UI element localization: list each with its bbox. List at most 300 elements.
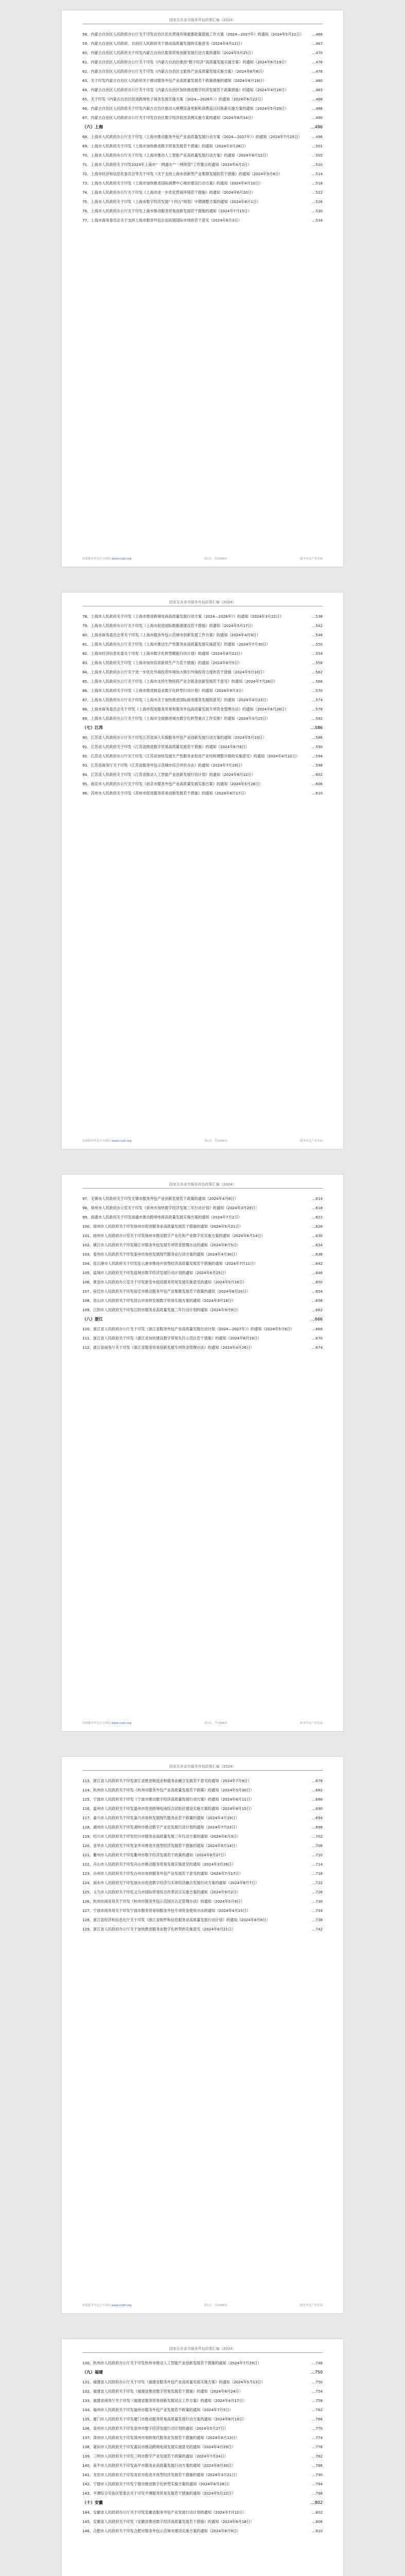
toc-page-number: …786 — [312, 2463, 323, 2468]
toc-page-number: …630 — [312, 1233, 323, 1238]
toc-entry-text: 86、上海市人民政府关于印发《上海市推进制造业数字化转型行动计划》的通知（2024年9月3日） — [82, 688, 245, 693]
toc-entry-text: 82、上海市经济信息化委关于印发《上海市数字化转型赋能行动计划》的通知（2024年8月22日） — [82, 651, 244, 656]
toc-page-number: …710 — [312, 1853, 323, 1857]
toc-entry-text: 81、上海市人民政府办公厅关于印发《上海市推动生产性服务业高质量发展实施意见》的通知（2024年7月30日） — [82, 642, 270, 647]
toc-entry-text: 79、上海市人民政府办公厅关于印发《上海市促进国际数据港建设若干措施》的通知（2024年5月17日） — [82, 623, 255, 628]
toc-page-number: …778 — [312, 2445, 323, 2449]
toc-page-number: …714 — [312, 1862, 323, 1867]
toc-entry[interactable] — [82, 96, 323, 103]
toc-entry[interactable] — [82, 1796, 323, 1803]
toc-page-number: …478 — [312, 69, 323, 74]
toc-entry[interactable] — [82, 669, 323, 675]
toc-entry-text: （八）浙江 — [82, 1317, 103, 1321]
toc-entry[interactable] — [82, 1297, 323, 1304]
toc-entry-text: 68、上海市人民政府办公厅关于印发《上海市推动服务外包产业高质量发展行动方案（2024—2027年）》的通知（2024年7月25日） — [82, 134, 302, 139]
toc-entry[interactable] — [82, 1777, 323, 1784]
toc-page-number: …598 — [312, 763, 323, 768]
toc-entries — [82, 613, 323, 799]
toc-entry-text: 62、内蒙古自治区人民政府办公厅关于印发《内蒙古自治区文旅体产业高质量发展实施方案》（2024年8月6日） — [82, 69, 266, 74]
toc-page-number: …730 — [312, 1899, 323, 1904]
toc-entry[interactable] — [82, 189, 323, 196]
toc-entry[interactable] — [82, 790, 323, 796]
toc-entry[interactable] — [82, 613, 323, 620]
toc-entry-text: 120、金华市人民政府关于印发金华市推进开放型经济发展若干措施的通知（2024年5月14日） — [82, 1843, 239, 1848]
toc-entry-text: 93、江苏省商务厅关于印发《江苏省服务外包示范城市综合评价办法》的通知（2024年7月19日） — [82, 763, 244, 768]
toc-page-number: …526 — [312, 199, 323, 204]
toc-page-number: …546 — [312, 633, 323, 637]
toc-entry[interactable] — [82, 1223, 323, 1230]
toc-entry-text: 114、杭州市人民政府关于印发《杭州市服务外包产业高质量发展若干政策》的通知（2024年5月30日） — [82, 1788, 254, 1792]
toc-entry[interactable] — [82, 2434, 323, 2441]
toc-page-number: …794 — [312, 2482, 323, 2486]
toc-entry-text: 92、江苏省人民政府办公厅关于印发《江苏省加快发展生产性服务业促进产业结构调整升级的实施意见》的通知（2024年4月22日） — [82, 754, 300, 758]
toc-entry-text: 83、上海市人民政府关于印发《上海市加快培育新质生产力若干措施》的通知（2024年6月5日） — [82, 660, 242, 665]
toc-entry[interactable] — [82, 180, 323, 187]
toc-entry[interactable] — [82, 743, 323, 750]
toc-section-heading — [82, 724, 323, 732]
toc-page-number: …722 — [312, 1880, 323, 1885]
toc-entry[interactable] — [82, 1260, 323, 1267]
toc-page-number: …466 — [312, 32, 323, 37]
toc-entry-text: 107、宿迁市人民政府关于印发宿迁市推动服务外包产业集聚发展若干政策的通知（2024年8月20日） — [82, 1289, 251, 1294]
toc-page-number: …666 — [312, 1327, 323, 1331]
footer-center: 第1页，共1098页 — [204, 1722, 227, 1725]
toc-entry-text: 99、南通市人民政府关于印发南通市推动跨境电商高质量发展实施方案的通知（2024年7月2日） — [82, 1215, 242, 1219]
toc-entry-text: （十）安徽 — [82, 2500, 103, 2505]
toc-page-number: …582 — [312, 716, 323, 721]
toc-page-number: …542 — [312, 623, 323, 628]
footer-link[interactable]: www.ccpit.org — [111, 2304, 132, 2307]
toc-entry[interactable] — [82, 59, 323, 65]
toc-page-number: …554 — [312, 651, 323, 656]
toc-entry-text: 70、上海市人民政府办公厅关于印发《上海市推动人工智能产业高质量发展行动方案》的通知（2024年6月12日） — [82, 153, 270, 158]
toc-page-number: …750 — [310, 2370, 323, 2375]
toc-page-number: …742 — [312, 1927, 323, 1931]
toc-page-number: …634 — [312, 1243, 323, 1247]
toc-entry-text: 65、关于印发《内蒙古自治区促进跨境电子商务发展实施方案（2024—2026年）》的通知（2024年6月22日） — [82, 97, 265, 101]
toc-entry[interactable] — [82, 2453, 323, 2460]
toc-entry-text: 72、上海市经济和信息化委员会等关于印发《关于支持上海市创新型产业集群发展的若干措施》的通知（2024年5月8日） — [82, 172, 283, 176]
toc-page-number: …490 — [312, 115, 323, 120]
toc-page-number: …694 — [312, 1816, 323, 1820]
toc-entries — [82, 31, 323, 226]
toc-page-number: …762 — [312, 2408, 323, 2412]
toc-entry[interactable] — [82, 161, 323, 168]
toc-entry[interactable] — [82, 1805, 323, 1812]
toc-page-number: …718 — [312, 1871, 323, 1876]
toc-entry[interactable] — [82, 2406, 323, 2413]
toc-page-number: …486 — [312, 97, 323, 101]
footer-link[interactable]: www.ccpit.org — [111, 557, 132, 561]
toc-entry-text: 132、福建省人民政府关于印发《福建省推进数字贸易发展若干措施》的通知（2024年6月24日） — [82, 2389, 243, 2394]
toc-entries — [82, 1777, 323, 1935]
page-header: 国家及各省市服务外包政策汇编（2024） — [169, 18, 236, 22]
toc-page-number: …488 — [312, 106, 323, 111]
toc-entry-text: 73、上海市人民政府关于印发《上海市加快推进国际消费中心城市建设行动方案》的通知（2024年4月10日） — [82, 181, 263, 185]
toc-entry-text: 60、内蒙古自治区人民政府关于印发内蒙古自治区服务贸易创新发展行动方案的通知（2024年5月25日） — [82, 50, 255, 55]
toc-entry-text: 146、合肥市人民政府关于印发合肥市服务外包示范城市建设实施方案的通知（2024年8月9日） — [82, 2529, 241, 2533]
footer-center: 第1页，共1098页 — [204, 2304, 227, 2307]
toc-entry[interactable] — [82, 2397, 323, 2404]
toc-page-number: …770 — [312, 2426, 323, 2431]
toc-entry[interactable] — [82, 2528, 323, 2534]
toc-entry[interactable] — [82, 1815, 323, 1821]
toc-entry-text: 117、嘉兴市人民政府关于印发嘉兴市加快发展现代服务业若干政策的通知（2024年4月19日） — [82, 1816, 239, 1820]
toc-entry-text: 91、江苏省人民政府关于印发《江苏省推进数字贸易高质量发展若干措施》的通知（2024年6月6日） — [82, 744, 250, 749]
toc-entry-text: 128、浙江省经济和信息化厅关于印发《浙江省软件和信息服务业高质量发展行动计划》的通知（2024年8月8日） — [82, 1918, 270, 1922]
toc-page-number: …574 — [312, 698, 323, 702]
toc-page-number: …698 — [312, 1825, 323, 1829]
toc-page-number: …726 — [312, 1890, 323, 1894]
toc-page-number: …618 — [312, 1206, 323, 1210]
toc-page-number: …496 — [312, 134, 323, 139]
footer-left: 国家服务外包官方网站 www.ccpit.org — [82, 2304, 132, 2307]
toc-page-number: …802 — [310, 2500, 323, 2505]
toc-entry[interactable] — [82, 715, 323, 722]
toc-page-number: …758 — [312, 2398, 323, 2403]
toc-page-number: …798 — [312, 2491, 323, 2496]
toc-entry-text: 111、浙江省人民政府关于印发《浙江省加快建设数字贸易先行示范区若干措施》的通知（2024年6月19日） — [82, 1336, 261, 1341]
toc-entry[interactable] — [82, 2444, 323, 2450]
toc-entry[interactable] — [82, 1907, 323, 1914]
toc-page-number: …505 — [312, 153, 323, 158]
toc-entry-text: 145、安徽省人民政府关于印发《安徽省推进数字经济高质量发展若干措施》的通知（2024年6月18日） — [82, 2519, 254, 2524]
toc-page-number: …534 — [312, 218, 323, 223]
toc-page-number: …670 — [312, 1336, 323, 1341]
toc-entry-text: 61、内蒙古自治区人民政府办公厅关于印发《内蒙古自治区推进“数字经济”高质量发展实施方案》的通知（2024年6月19日） — [82, 60, 289, 64]
toc-page-number: …522 — [312, 190, 323, 195]
toc-entry[interactable] — [82, 114, 323, 121]
toc-entry[interactable] — [82, 1861, 323, 1868]
toc-entry-text: 59、内蒙古自治区人民政府、自治区人民政府关于推动高质量发展的实施意见（2024年4月12日） — [82, 41, 244, 46]
toc-entry[interactable] — [82, 2471, 323, 2478]
toc-page-number: …514 — [312, 172, 323, 176]
toc-entry-text: 84、上海市人民政府办公厅关于进一步优化外商投资环境加大吸引外商投资力度的若干措施（2024年5月10日） — [82, 670, 267, 674]
toc-entry[interactable] — [82, 1833, 323, 1840]
toc-page-number: …626 — [312, 1224, 323, 1229]
toc-entry[interactable] — [82, 1214, 323, 1221]
toc-entry[interactable] — [82, 133, 323, 140]
toc-entry-text: 115、宁波市人民政府关于印发《宁波市推动数字经济高质量发展行动方案》的通知（2024年6月11日） — [82, 1797, 254, 1802]
toc-page-number: …738 — [312, 1918, 323, 1922]
toc-entry[interactable] — [82, 68, 323, 75]
toc-entry[interactable] — [82, 87, 323, 93]
toc-page-number: …470 — [312, 50, 323, 55]
toc-entry[interactable] — [82, 152, 323, 159]
toc-page-number: …566 — [312, 679, 323, 684]
toc-entry-text: 133、福建省商务厅关于印发《福建省服务贸易创新发展试点工作方案》的通知（2024年4月17日） — [82, 2398, 246, 2403]
toc-page-number: …654 — [312, 1289, 323, 1294]
toc-page-number: …606 — [312, 782, 323, 786]
toc-entry[interactable] — [82, 2388, 323, 2395]
toc-entry-text: 106、淮安市人民政府办公室关于印发淮安市促进服务贸易发展实施意见的通知（2024年5月16日） — [82, 1280, 246, 1284]
toc-entry[interactable] — [82, 208, 323, 214]
toc-entry-text: 78、上海市人民政府关于印发《上海市推进跨境电商高质量发展行动方案（2024—2026年）》的通知（2024年3月22日） — [82, 614, 284, 619]
toc-entry-text: 94、江苏省人民政府关于印发《江苏省推动人工智能产业创新发展行动计划》的通知（2024年8月12日） — [82, 772, 255, 777]
toc-entry-text: （九）福建 — [82, 2370, 103, 2375]
toc-page-number: …790 — [312, 2472, 323, 2477]
toc-page-number: …678 — [312, 1778, 323, 1783]
toc-entry[interactable] — [82, 753, 323, 759]
toc-entry-text: 104、连云港市人民政府关于印发连云港市推进开放型经济高质量发展若干措施的通知（2024年7月11日） — [82, 1261, 258, 1266]
toc-entry[interactable] — [82, 1824, 323, 1831]
toc-entry-text: 103、泰州市人民政府关于印发泰州市加快发展现代服务业行动方案的通知（2024年4月30日） — [82, 1252, 239, 1257]
toc-entries — [82, 2360, 323, 2537]
toc-entry[interactable] — [82, 771, 323, 778]
toc-entry[interactable] — [82, 1898, 323, 1905]
toc-entry-text: 96、苏州市人民政府关于印发《苏州市促进服务贸易创新发展若干措施》的通知（2024年6月17日） — [82, 791, 248, 795]
footer-right: 服务外包产业发展 — [300, 557, 323, 561]
toc-entry-text: 67、内蒙古自治区人民政府办公厅关于印发自治区数字经济促进条例实施方案的通知（2024年8月14日） — [82, 115, 255, 120]
toc-page-number: …602 — [312, 772, 323, 777]
toc-entry-text: 80、上海市商务委员会等关于印发《上海市服务外包示范城市创新发展工作方案》的通知（2024年4月9日） — [82, 633, 260, 637]
toc-page-number: …538 — [312, 614, 323, 619]
footer-left: 国家服务外包官方网站 www.ccpit.org — [82, 557, 132, 561]
toc-entry[interactable] — [82, 1232, 323, 1239]
toc-page-number: …496 — [310, 125, 323, 129]
page-header: 国家及各省市服务外包政策汇编（2024） — [169, 2347, 236, 2351]
toc-entry[interactable] — [82, 40, 323, 47]
toc-entry[interactable] — [82, 1288, 323, 1295]
toc-entry[interactable] — [82, 1279, 323, 1285]
toc-entry-text: 137、漳州市人民政府关于印发漳州市加快现代服务业发展若干措施的通知（2024年6月13日） — [82, 2435, 239, 2440]
toc-entry-text: 95、南京市人民政府办公厅关于印发《南京市服务外包产业高质量发展实施方案》的通知（2024年5月28日） — [82, 782, 263, 786]
toc-entry-text: 100、徐州市人民政府关于印发徐州市促进服务业高质量发展若干措施的通知（2024年5月21日） — [82, 1224, 243, 1229]
toc-page-number: …706 — [312, 1843, 323, 1848]
toc-page-number: …690 — [312, 1806, 323, 1811]
footer-right: 服务外包产业发展 — [300, 2304, 323, 2307]
toc-section-heading — [82, 2369, 323, 2376]
toc-entry[interactable] — [82, 678, 323, 685]
toc-entry[interactable] — [82, 1326, 323, 1332]
document-page-5 — [62, 2339, 343, 2576]
page-footer — [82, 2303, 323, 2307]
toc-page-number: …622 — [312, 1215, 323, 1219]
footer-center: 第1页，共1098页 — [204, 557, 227, 561]
toc-entry[interactable] — [82, 1842, 323, 1849]
header-divider — [82, 1770, 323, 1771]
toc-page-number: …750 — [312, 2380, 323, 2384]
toc-entry-text: 129、浙江省人民政府办公厅关于加快推进服务业数字化转型的实施意见（2024年6月21日） — [82, 1927, 236, 1931]
toc-entry[interactable] — [82, 659, 323, 666]
toc-entry[interactable] — [82, 641, 323, 648]
toc-entry[interactable] — [82, 2416, 323, 2422]
toc-page-number: …483 — [312, 88, 323, 92]
toc-entry[interactable] — [82, 2379, 323, 2385]
toc-entry-text: 101、扬州市人民政府办公室关于印发扬州市推动数字产业化和产业数字化实施方案的通知（2024年6月14日） — [82, 1233, 265, 1238]
toc-entry[interactable] — [82, 632, 323, 638]
toc-section-heading — [82, 2499, 323, 2506]
toc-page-number: …682 — [312, 1788, 323, 1792]
toc-entry-text: 102、镇江市人民政府关于印发镇江市服务外包发展专项资金管理办法的通知（2024年8月5日） — [82, 1243, 241, 1247]
toc-entry-text: 77、上海市商务委员会关于支持上海市服务外包企业拓展国际市场的若干意见（2024年6月3日） — [82, 218, 242, 223]
toc-entry-text: 85、上海市人民政府办公厅关于印发《上海市支持生物医药产业全链条创新发展若干意见》的通知（2024年7月26日） — [82, 679, 277, 684]
toc-page-number: …590 — [312, 744, 323, 749]
toc-entry[interactable] — [82, 734, 323, 741]
toc-entry-text: 143、平潭综合实验区管委会关于印发平潭服务贸易发展若干措施的通知（2024年5月22日） — [82, 2491, 236, 2496]
toc-page-number: …610 — [312, 791, 323, 795]
toc-entry[interactable] — [82, 622, 323, 629]
toc-entry-text: 116、温州市人民政府关于印发温州市促进跨境电商综合试验区建设实施方案的通知（2024年8月15日） — [82, 1806, 254, 1811]
toc-page-number: …570 — [312, 688, 323, 693]
toc-entry[interactable] — [82, 1889, 323, 1895]
toc-entry[interactable] — [82, 2360, 323, 2366]
toc-entry-text: （六）上海 — [82, 125, 103, 129]
toc-entry[interactable] — [82, 2481, 323, 2487]
toc-page-number: …476 — [312, 60, 323, 64]
footer-link[interactable]: www.ccpit.org — [111, 1140, 132, 1143]
header-divider — [82, 1188, 323, 1189]
toc-entry[interactable] — [82, 217, 323, 224]
toc-page-number: …810 — [312, 2529, 323, 2533]
toc-page-number: …501 — [312, 144, 323, 148]
toc-entries — [82, 1195, 323, 1353]
toc-page-number: …558 — [312, 660, 323, 665]
toc-entry-text: 121、衢州市人民政府关于印发衢州市数字经济发展若干政策的通知（2024年8月27日） — [82, 1853, 228, 1857]
toc-entry-text: 125、义乌市人民政府关于印发义乌市国际贸易综合改革试点实施方案的通知（2024年9月2日） — [82, 1890, 241, 1894]
toc-entry[interactable] — [82, 2518, 323, 2525]
footer-center: 第1页，共1098页 — [204, 1140, 227, 1143]
toc-entry-text: 88、上海市商务委员会关于印发《上海市促进服务贸易和服务外包高质量发展专项资金管理办法》的通知（2024年6月28日） — [82, 707, 289, 711]
toc-entry-text: 63、关于印发内蒙古自治区人民政府关于推动服务外包产业高质量发展若干政策措施的通知（2024年6月19日） — [82, 78, 267, 83]
toc-entry-text: 134、福州市人民政府关于印发福州市服务外包产业发展若干政策的通知（2024年7月5日） — [82, 2408, 233, 2412]
document-page-3 — [62, 1175, 343, 1731]
toc-entry[interactable] — [82, 1307, 323, 1313]
toc-entry[interactable] — [82, 2509, 323, 2516]
toc-entry[interactable] — [82, 706, 323, 713]
toc-entry[interactable] — [82, 171, 323, 177]
toc-page-number: …782 — [312, 2454, 323, 2459]
toc-entry-text: 105、盐城市人民政府关于印发盐城市数字经济发展行动计划的通知（2024年6月25日） — [82, 1270, 228, 1275]
toc-page-number: …594 — [312, 754, 323, 758]
toc-entry-text: 142、宁德市人民政府关于印发宁德市推进数字化转型实施方案的通知（2024年6月28日） — [82, 2482, 232, 2486]
toc-entry[interactable] — [82, 49, 323, 56]
header-divider — [82, 2352, 323, 2353]
toc-entry-text: 108、昆山市人民政府关于印发昆山市加快发展数字贸易实施方案的通知（2024年3月18日） — [82, 1298, 236, 1303]
page-header: 国家及各省市服务外包政策汇编（2024） — [169, 600, 236, 604]
toc-page-number: …658 — [312, 1298, 323, 1303]
toc-entry[interactable] — [82, 1344, 323, 1351]
toc-entry[interactable] — [82, 105, 323, 112]
toc-entry[interactable] — [82, 687, 323, 694]
toc-entry[interactable] — [82, 2490, 323, 2497]
toc-page-number: …662 — [312, 1308, 323, 1312]
toc-entry[interactable] — [82, 1269, 323, 1276]
toc-page-number: …467 — [312, 41, 323, 46]
toc-page-number: …754 — [312, 2389, 323, 2394]
toc-entry[interactable] — [82, 1787, 323, 1793]
toc-entry[interactable] — [82, 198, 323, 205]
toc-entry-text: 97、无锡市人民政府关于印发无锡市服务外包产业创新发展若干政策的通知（2024年4月8日） — [82, 1196, 238, 1201]
toc-entry[interactable] — [82, 1251, 323, 1258]
toc-entry-text: 123、台州市人民政府关于印发台州市加快服务外包产业发展若干意见的通知（2024年7月17日） — [82, 1871, 243, 1876]
toc-page-number: …806 — [312, 2519, 323, 2524]
toc-entry[interactable] — [82, 762, 323, 769]
toc-entry-text: 64、内蒙古自治区人民政府办公厅关于印发《内蒙古自治区加快推进数字经济发展若干政策措施》的通知（2024年4月16日） — [82, 88, 289, 92]
toc-entry-text: （七）江苏 — [82, 725, 103, 730]
toc-page-number: …642 — [312, 1261, 323, 1266]
toc-entry[interactable] — [82, 1205, 323, 1211]
page-footer — [82, 1721, 323, 1725]
footer-left: 国家服务外包官方网站 www.ccpit.org — [82, 1722, 132, 1725]
toc-entry[interactable] — [82, 2462, 323, 2469]
toc-entry[interactable] — [82, 1870, 323, 1877]
toc-entry[interactable] — [82, 1917, 323, 1923]
toc-entry[interactable] — [82, 1852, 323, 1858]
toc-page-number: …746 — [312, 2361, 323, 2365]
toc-page-number: …686 — [312, 1797, 323, 1802]
toc-page-number: …480 — [312, 78, 323, 83]
toc-entry[interactable] — [82, 1879, 323, 1886]
toc-page-number: …518 — [312, 181, 323, 185]
toc-entry-text: 58、内蒙古自治区人民政府办公厅关于印发自治区优化营商环境重要政策措施工作方案（2024—2027年）的通知（2024年5月22日） — [82, 32, 304, 37]
toc-entry-text: 87、上海市人民政府办公厅关于印发《上海市关于加快推进国际商务服务发展的意见》的通知（2024年4月23日） — [82, 698, 270, 702]
toc-page-number: …702 — [312, 1834, 323, 1839]
toc-entry-text: 75、上海市人民政府关于印发《上海市数字经济发展“十四五”规划》中期调整方案的通知（2024年8月1日） — [82, 199, 260, 204]
toc-entry[interactable] — [82, 1242, 323, 1248]
footer-left: 国家服务外包官方网站 www.ccpit.org — [82, 1140, 132, 1143]
toc-entry-text: 127、宁波市商务局关于印发宁波市服务贸易和服务外包专项资金使用办法的通知（2024年4月15日） — [82, 1908, 251, 1913]
toc-page-number: …734 — [312, 1908, 323, 1913]
toc-entry-text: 113、浙江省人民政府关于印发浙江省推进制造业和服务业融合发展若干意见的通知（2024年7月8日） — [82, 1778, 252, 1783]
toc-entry-text: 141、龙岩市人民政府关于印发龙岩市促进开放型经济发展若干措施的通知（2024年3月21日） — [82, 2472, 239, 2477]
toc-entry[interactable] — [82, 143, 323, 149]
toc-page-number: …674 — [312, 1345, 323, 1350]
toc-entry[interactable] — [82, 31, 323, 38]
toc-page-number: …666 — [310, 1317, 323, 1321]
toc-entry[interactable] — [82, 1335, 323, 1342]
toc-entry-text: 118、湖州市人民政府关于印发湖州市推动数字产业化发展行动计划的通知（2024年7月23日） — [82, 1825, 239, 1829]
toc-entry[interactable] — [82, 650, 323, 657]
toc-entry-text: 140、南平市人民政府关于印发南平市服务业高质量发展行动方案的通知（2024年8月30日） — [82, 2463, 236, 2468]
toc-entry[interactable] — [82, 1926, 323, 1933]
toc-entry-text: 109、江阴市人民政府关于印发江阴市服务业高质量发展三年行动计划的通知（2024年9月9日） — [82, 1308, 241, 1312]
toc-entry-text: 110、浙江省人民政府办公厅关于印发《浙江省服务外包产业高质量发展行动计划（2024—2027年）》的通知（2024年5月6日） — [82, 1327, 294, 1331]
toc-entry[interactable] — [82, 2425, 323, 2432]
toc-entry[interactable] — [82, 1195, 323, 1202]
toc-page-number: …510 — [312, 162, 323, 167]
footer-right: 服务外包产业发展 — [300, 1140, 323, 1143]
document-page-1 — [62, 10, 343, 567]
toc-entry-text: 76、上海市人民政府办公厅关于印发上海市推动服务贸易创新发展若干措施的通知（2024年7月15日） — [82, 209, 252, 213]
toc-entry-text: 126、杭州市商务局关于印发《杭州市服务外包示范园区认定管理办法》的通知（2024年5月9日） — [82, 1899, 244, 1904]
toc-page-number: …578 — [312, 707, 323, 711]
toc-page-number: …562 — [312, 670, 323, 674]
toc-entry[interactable] — [82, 781, 323, 787]
toc-entry-text: 90、江苏省人民政府办公厅关于印发江苏省深入实施服务外包产业创新发展行动方案的通知（2024年5月10日） — [82, 735, 267, 740]
toc-entry-text: 136、泉州市人民政府关于印发泉州市数字经济发展行动计划的通知（2024年5月27日） — [82, 2426, 228, 2431]
toc-entry-text: 122、舟山市人民政府关于印发舟山市推动服务贸易发展实施意见的通知（2024年3月26日） — [82, 1862, 236, 1867]
toc-entry-text: 66、内蒙古自治区人民政府关于印发内蒙古自治区推动大规模设备更新和消费品以旧换新实施方案的通知（2024年5月29日） — [82, 106, 289, 111]
toc-entry-text: 74、上海市人民政府办公厅关于印发《上海市进一步优化营商环境若干措施》的通知（2024年6月20日） — [82, 190, 255, 195]
toc-entry[interactable] — [82, 77, 323, 84]
toc-page-number: …638 — [312, 1252, 323, 1257]
footer-link[interactable]: www.ccpit.org — [111, 1722, 132, 1725]
footer-right: 服务外包产业发展 — [300, 1722, 323, 1725]
toc-page-number: …586 — [312, 735, 323, 740]
toc-entry-text: 139、三明市人民政府关于印发三明市数字产业发展若干政策的通知（2024年7月24日） — [82, 2454, 228, 2459]
toc-section-heading — [82, 124, 323, 131]
document-page-4 — [62, 1757, 343, 2313]
toc-entry-text: 69、上海市人民政府关于印发《上海市加快推进数字贸易发展若干措施》的通知（2024年3月28日） — [82, 144, 248, 148]
toc-entry-text: 135、厦门市人民政府关于印发厦门市推动服务贸易高质量发展行动方案的通知（2024年8月19日） — [82, 2417, 246, 2421]
toc-page-number: …614 — [312, 1196, 323, 1201]
toc-entry-text: 130、杭州市人民政府办公厅关于印发杭州市推动人工智能产业创新发展若干措施的通知（2024年7月29日） — [82, 2361, 261, 2365]
toc-page-number: …774 — [312, 2435, 323, 2440]
toc-page-number: …650 — [312, 1280, 323, 1284]
toc-entry-text: 124、丽水市人民政府关于印发丽水市促进数字经济与实体经济融合发展行动方案的通知（2024年6月7日） — [82, 1880, 259, 1885]
toc-entry[interactable] — [82, 697, 323, 703]
